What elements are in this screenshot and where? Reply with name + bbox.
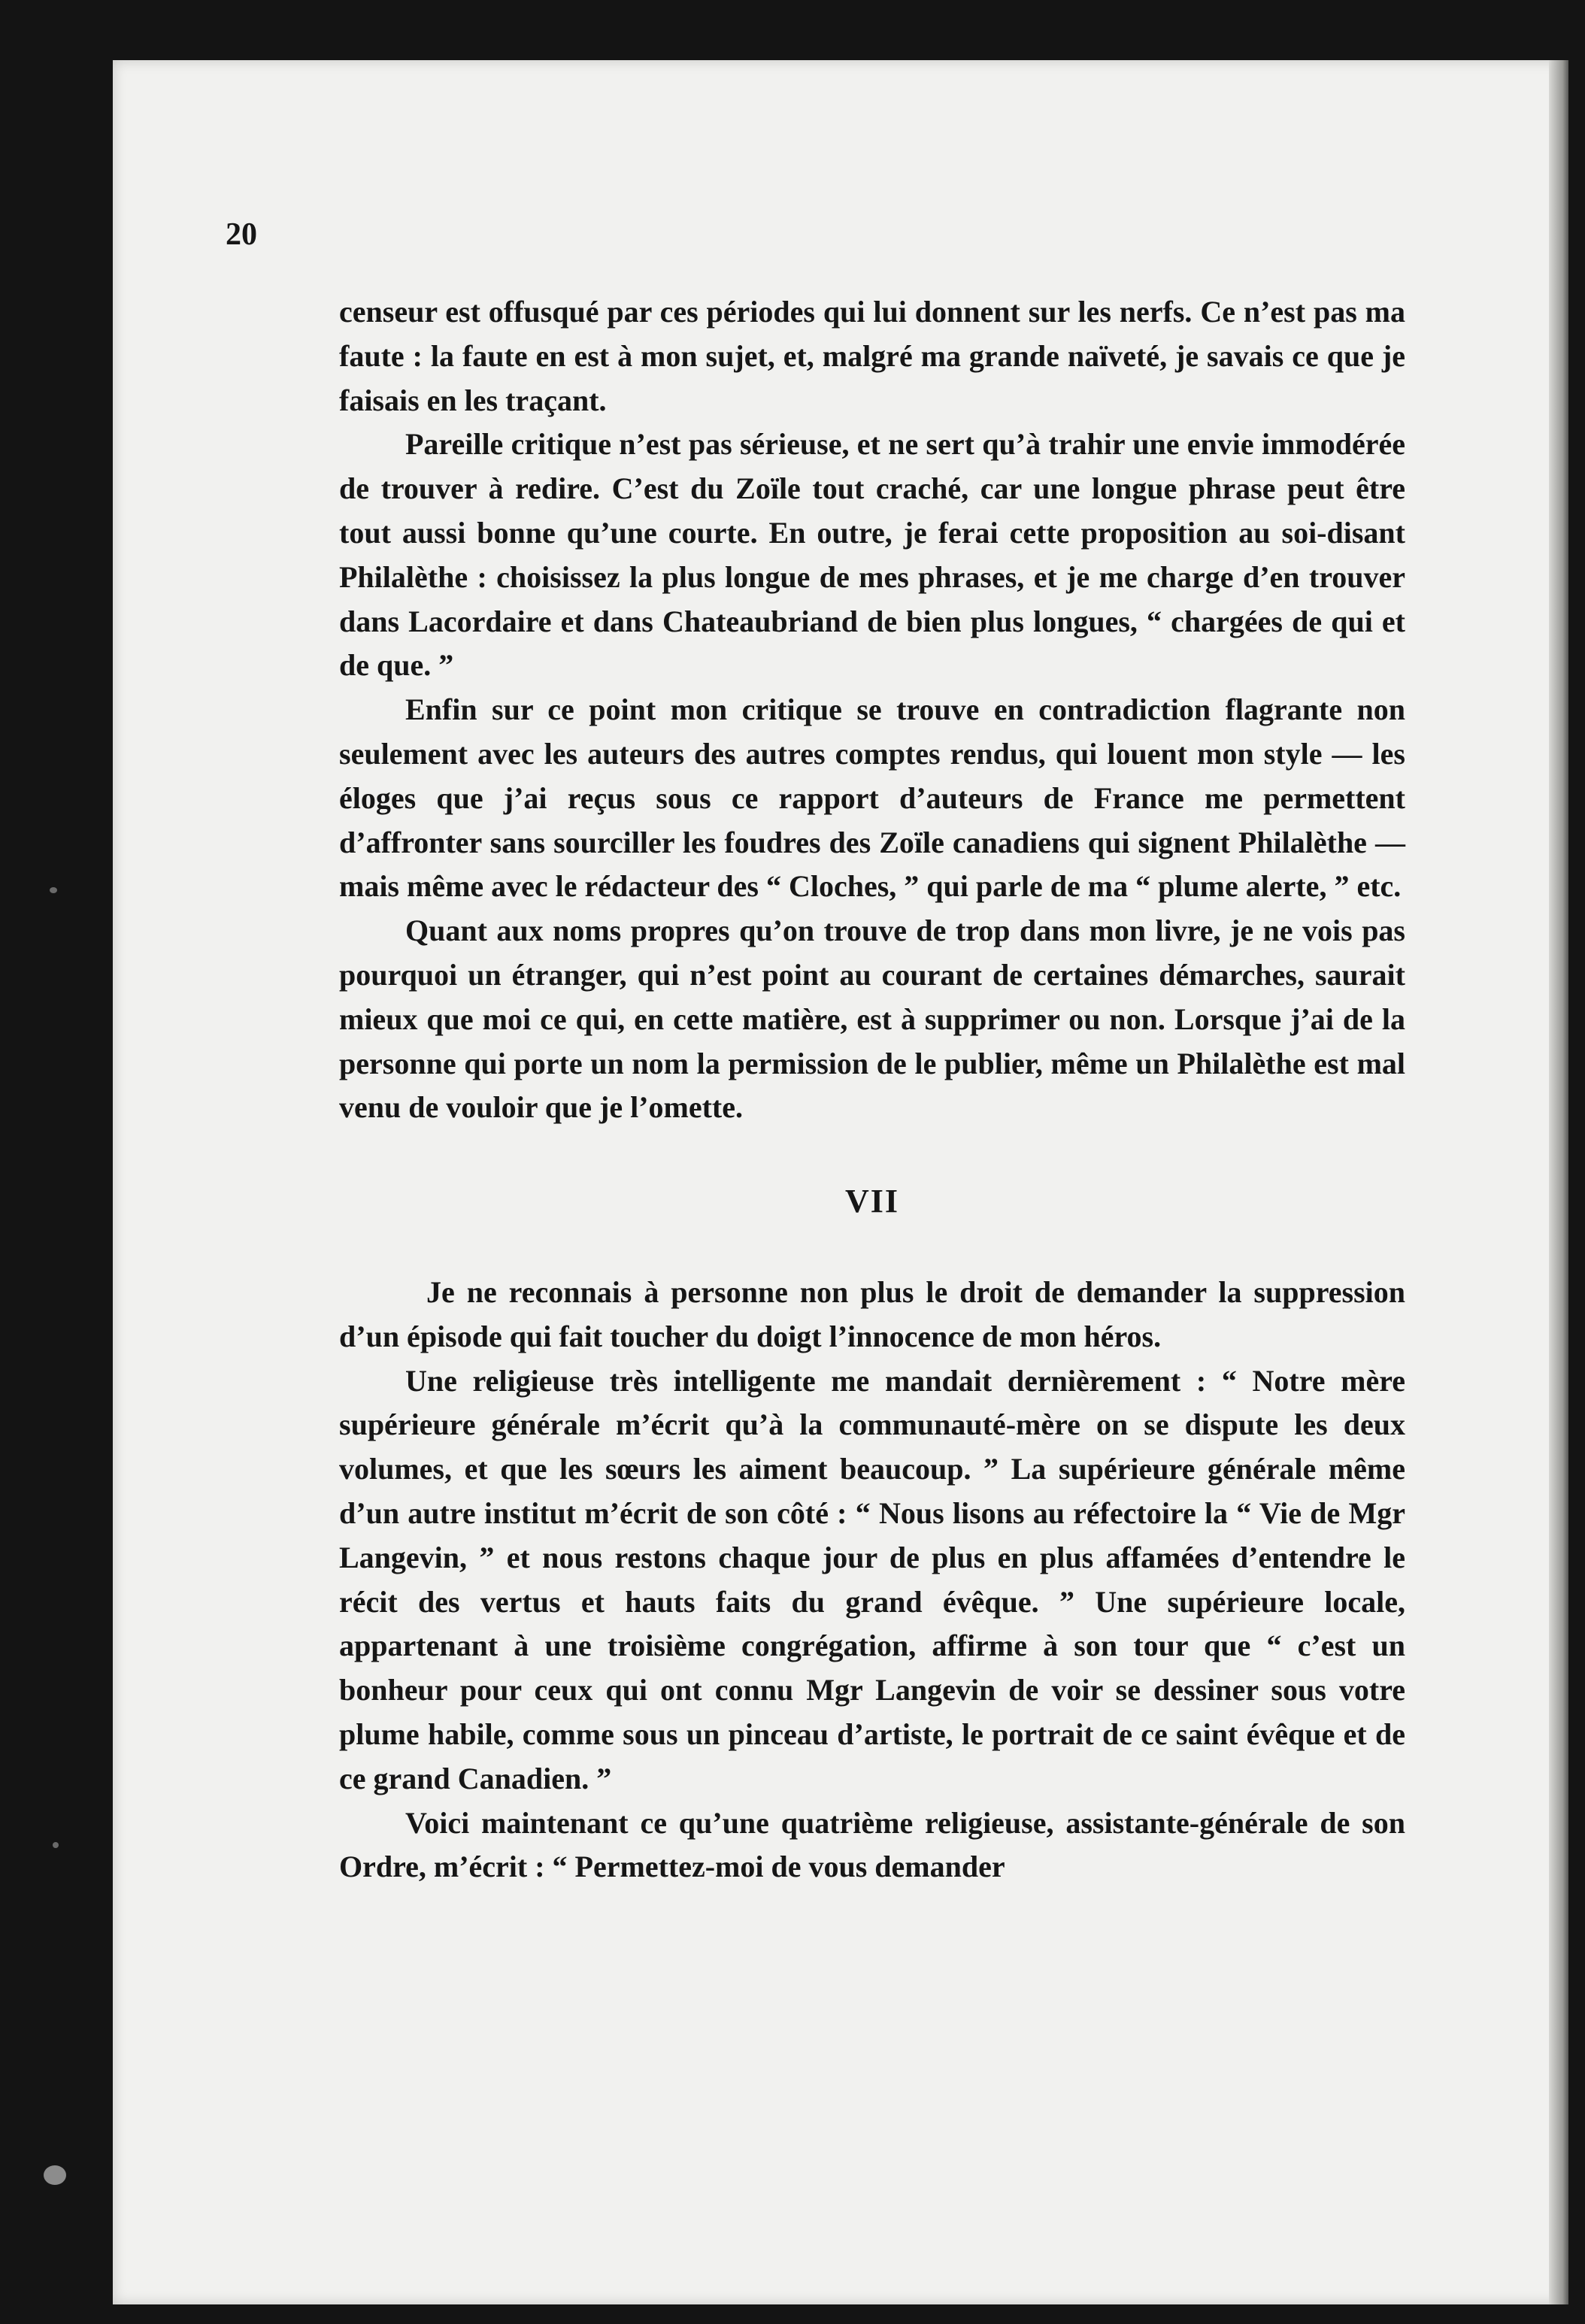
paragraph-continued: censeur est offusqué par ces périodes qui lui donnent sur les nerfs. Ce n’est pas ma faute : la faute en est à mon sujet, et, malgré ma grande naïveté, je savais ce que je faisais en les traçant. (339, 295, 1405, 417)
paragraph: Une religieuse très intelligente me mandait dernièrement : “ Notre mère supérieure générale m’écrit qu’à la communauté-mère on se dispute les deux volumes, et que les sœurs les aiment beaucoup. ” La supérieure générale même d’un autre institut m’écrit de son côté : “ Nous lisons au réfectoire la “ Vie de Mgr Langevin, ” et nous restons chaque jour de plus en plus affamées d’entendre le récit des vertus et hauts faits du grand évêque. ” Une supérieure locale, appartenant à une troisième congrégation, affirme à son tour que “ c’est un bonheur pour ceux qui ont connu Mgr Langevin de voir se dessiner sous votre plume habile, comme sous un pinceau d’artiste, le portrait de ce saint évêque et de ce grand Canadien. ” (339, 1363, 1405, 1795)
scan-speck (53, 1842, 59, 1848)
paragraph: Je ne reconnais à personne non plus le droit de demander la suppression d’un épisode qui fait toucher du doigt l’innocence de mon héros. (339, 1274, 1405, 1353)
page-number: 20 (226, 217, 257, 252)
section-heading: VII (844, 1183, 900, 1220)
page-body (339, 290, 1405, 1889)
paragraph: Enfin sur ce point mon critique se trouve en contradiction flagrante non seulement avec les auteurs des autres comptes rendus, qui louent mon style — les éloges que j’ai reçus sous ce rapport d’auteurs de France me permettent d’affronter sans sourciller les foudres des Zoïle canadiens qui signent Philalèthe — mais même avec le rédacteur des “ Cloches, ” qui parle de ma “ plume alerte, ” etc. (339, 692, 1405, 904)
page-edge-shadow (1549, 60, 1568, 2304)
paragraph: Quant aux noms propres qu’on trouve de trop dans mon livre, je ne vois pas pourquoi un étranger, qui n’est point au courant de certaines démarches, saurait mieux que moi ce qui, en cette matière, est à supprimer ou non. Lorsque j’ai de la personne qui porte un nom la permission de le publier, même un Philalèthe est mal venu de vouloir que je l’omette. (339, 914, 1405, 1125)
scan-speck (44, 2165, 66, 2185)
scan-speck (50, 887, 57, 893)
paragraph: Voici maintenant ce qu’une quatrième religieuse, assistante-générale de son Ordre, m’écrit : “ Permettez-moi de vous demander (339, 1805, 1405, 1884)
paragraph: Pareille critique n’est pas sérieuse, et ne sert qu’à trahir une envie immodérée de trouver à redire. C’est du Zoïle tout craché, car une longue phrase peut être tout aussi bonne qu’une courte. En outre, je ferai cette proposition au soi-disant Philalèthe : choisissez la plus longue de mes phrases, et je me charge d’en trouver dans Lacordaire et dans Chateaubriand de bien plus longues, “ chargées de qui et de que. ” (339, 427, 1405, 683)
